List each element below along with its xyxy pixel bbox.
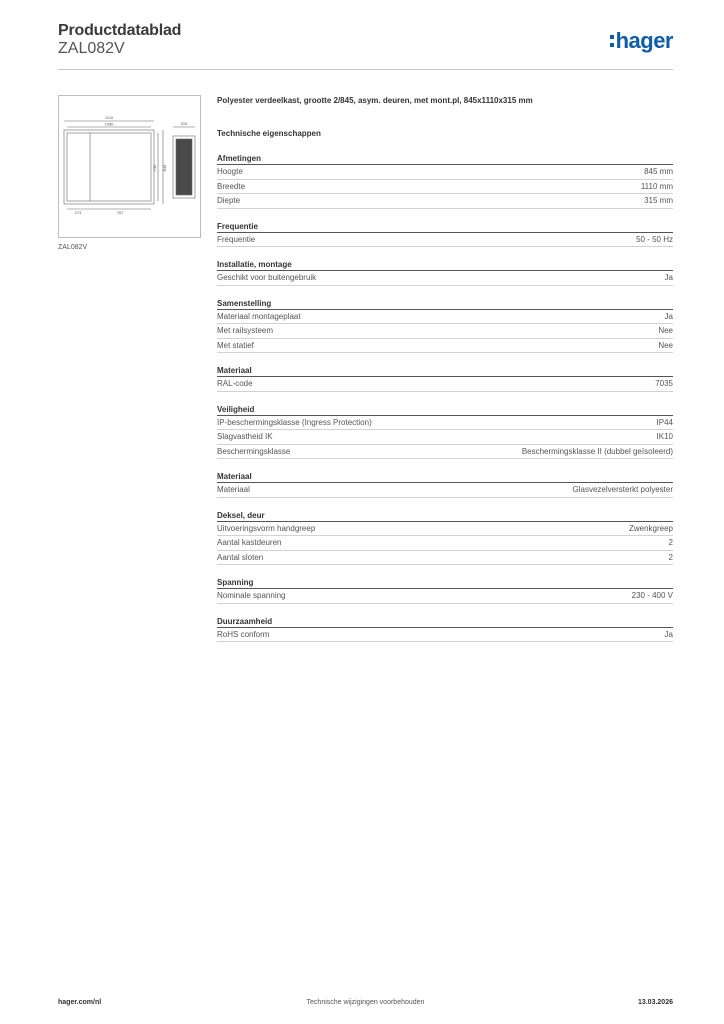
spec-row — [217, 445, 673, 460]
spec-row — [217, 628, 673, 643]
group-title: Afmetingen — [217, 153, 673, 165]
spec-label: Nominale spanning — [217, 591, 286, 600]
spec-row — [217, 416, 673, 431]
spec-value: Glasvezelversterkt polyester — [572, 485, 673, 494]
spec-label: Aantal kastdeuren — [217, 538, 282, 547]
spec-row — [217, 536, 673, 551]
spec-value: 2 — [668, 538, 673, 547]
technical-drawing-icon — [59, 96, 200, 237]
logo-text: hager — [615, 28, 673, 53]
spec-label: Uitvoeringsvorm handgreep — [217, 523, 316, 533]
spec-value: 7035 — [655, 379, 673, 388]
spec-row — [217, 271, 673, 286]
spec-group — [217, 616, 673, 643]
product-description: Polyester verdeelkast, grootte 2/845, asym. deuren, met mont.pl, 845x1110x315 mm — [217, 96, 533, 105]
doc-subtitle: ZAL082V — [58, 40, 125, 57]
group-title: Deksel, deur — [217, 510, 673, 522]
spec-value: 2 — [668, 552, 673, 562]
spec-value: 315 mm — [644, 196, 673, 205]
spec-label: Aantal sloten — [217, 552, 264, 562]
group-title: Samenstelling — [217, 298, 673, 310]
spec-value: Zwenkgreep — [628, 523, 673, 533]
spec-group — [217, 365, 673, 392]
spec-group — [217, 221, 673, 248]
doc-title: Productdatablad — [58, 22, 182, 39]
spec-value: Nee — [658, 326, 673, 335]
page-footer — [58, 995, 673, 1015]
dim-door-right: 767 — [116, 210, 124, 215]
spec-value: 50 - 50 Hz — [636, 234, 673, 244]
group-title: Materiaal — [217, 471, 673, 483]
spec-group — [217, 471, 673, 498]
spec-value: 1110 mm — [640, 181, 673, 191]
spec-value: 845 mm — [644, 167, 673, 176]
spec-row — [217, 377, 673, 392]
spec-groups — [217, 153, 673, 642]
spec-value: IK10 — [656, 432, 673, 441]
spec-label: Slagvastheid IK — [217, 432, 273, 441]
spec-row — [217, 483, 673, 498]
spec-row — [217, 339, 673, 354]
group-title: Veiligheid — [217, 404, 673, 416]
spec-value: Ja — [664, 311, 673, 321]
spec-label: Materiaal — [217, 485, 250, 494]
spec-label: Breedte — [217, 181, 246, 191]
spec-group — [217, 153, 673, 209]
logo-dots-icon — [610, 35, 614, 47]
spec-value: Ja — [664, 273, 673, 282]
spec-row — [217, 165, 673, 180]
group-title: Spanning — [217, 577, 673, 589]
spec-label: Geschikt voor buitengebruik — [217, 273, 317, 282]
dim-width-outer: 1110 — [104, 115, 114, 120]
spec-value: Beschermingsklasse II (dubbel geïsoleerd) — [521, 446, 673, 456]
spec-row — [217, 233, 673, 248]
spec-panel — [217, 95, 673, 642]
spec-label: RAL-code — [217, 379, 253, 388]
spec-row — [217, 324, 673, 339]
spec-row — [217, 551, 673, 566]
dim-height-outer: 845 — [162, 164, 167, 172]
spec-group — [217, 259, 673, 286]
spec-label: Met statief — [217, 340, 254, 350]
spec-group — [217, 510, 673, 566]
spec-row — [217, 194, 673, 209]
spec-label: Materiaal montageplaat — [217, 311, 301, 321]
spec-label: RoHS conform — [217, 629, 270, 639]
spec-label: Met railsysteem — [217, 326, 274, 335]
spec-row — [217, 589, 673, 604]
spec-label: Beschermingsklasse — [217, 446, 291, 456]
spec-value: IP44 — [656, 417, 673, 427]
spec-row — [217, 310, 673, 325]
spec-label: Diepte — [217, 196, 241, 205]
group-title: Installatie, montage — [217, 259, 673, 271]
footer-website: hager.com/nl — [58, 999, 102, 1006]
spec-label: IP-beschermingsklasse (Ingress Protection) — [217, 417, 372, 427]
product-drawing — [58, 95, 201, 238]
spec-value: 230 - 400 V — [631, 591, 673, 600]
group-title: Frequentie — [217, 221, 673, 233]
page-header — [58, 20, 673, 70]
dim-door-left: 274 — [74, 210, 82, 215]
footer-disclaimer: Technische wijzigingen voorbehouden — [306, 999, 425, 1006]
dim-height-inner: 740 — [152, 164, 157, 172]
dim-width-inner: 1080 — [104, 121, 114, 127]
spec-label: Frequentie — [217, 234, 256, 244]
spec-label: Hoogte — [217, 167, 243, 176]
group-title: Materiaal — [217, 365, 673, 377]
section-title: Technische eigenschappen — [217, 129, 321, 138]
group-title: Duurzaamheid — [217, 616, 673, 628]
image-caption: ZAL082V — [58, 244, 88, 251]
spec-row — [217, 430, 673, 445]
spec-row — [217, 522, 673, 537]
spec-value: Nee — [658, 340, 673, 350]
dim-depth: 315 — [180, 121, 188, 126]
spec-row — [217, 180, 673, 195]
spec-group — [217, 404, 673, 460]
footer-date: 13.03.2026 — [637, 999, 673, 1006]
hager-logo — [610, 26, 673, 56]
spec-group — [217, 298, 673, 354]
spec-group — [217, 577, 673, 604]
spec-value: Ja — [664, 629, 673, 639]
